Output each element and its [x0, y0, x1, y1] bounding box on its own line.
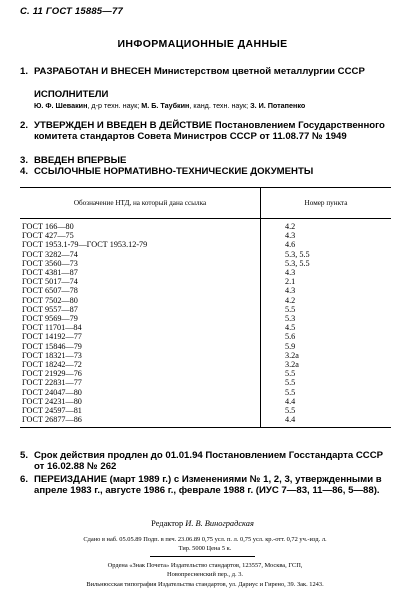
cell-document: ГОСТ 166—80 [20, 219, 261, 232]
table-row [20, 397, 391, 406]
cell-clause: 5.5 [285, 406, 296, 416]
cell-document: ГОСТ 26877—86 [20, 415, 261, 428]
section-text: УТВЕРЖДЕН И ВВЕДЕН В ДЕЙСТВИЕ Постановлением Государственного комитета стандартов Совета Министров СССР от 11.08.77 № 1949 [34, 120, 385, 142]
section-1 [20, 66, 392, 77]
table-row [20, 314, 391, 323]
table-row [20, 250, 391, 259]
cell-clause: 5.5 [285, 378, 296, 388]
table-row [20, 277, 391, 286]
section-number: 3. [20, 155, 29, 166]
table-row [20, 231, 391, 240]
editor-line [0, 519, 405, 528]
table-row [20, 305, 391, 314]
table-row [20, 296, 391, 305]
table-row [20, 323, 391, 332]
cell-document: ГОСТ 24047—80 [20, 388, 261, 397]
table-row [20, 351, 391, 360]
section-number: 5. [20, 450, 29, 461]
page-title: ИНФОРМАЦИОННЫЕ ДАННЫЕ [117, 38, 288, 50]
section-4 [20, 166, 392, 177]
cell-document: ГОСТ 427—75 [20, 231, 261, 240]
cell-document: ГОСТ 14192—77 [20, 332, 261, 341]
cell-clause: 4.6 [285, 240, 296, 250]
cell-clause: 5.3 [285, 314, 296, 324]
cell-clause: 4.3 [285, 286, 296, 296]
table-row [20, 240, 391, 249]
author-degree: , д-р техн. наук; [87, 101, 142, 110]
cell-clause: 4.2 [285, 295, 296, 305]
table-row [20, 369, 391, 378]
reference-table [20, 187, 391, 428]
section-text: ССЫЛОЧНЫЕ НОРМАТИВНО-ТЕХНИЧЕСКИЕ ДОКУМЕНТЫ [34, 166, 314, 177]
cell-document: ГОСТ 3560—73 [20, 259, 261, 268]
author-name: Ю. Ф. Шевакин [34, 101, 88, 110]
editor-name: И. В. Виноградская [185, 519, 254, 528]
cell-document: ГОСТ 6507—78 [20, 286, 261, 295]
table-row [20, 342, 391, 351]
cell-clause: 2.1 [285, 277, 296, 287]
table-row [20, 360, 391, 369]
table-row [20, 259, 391, 268]
table-header-row [20, 188, 391, 219]
column-header-document: Обозначение НТД, на который дана ссылка [20, 188, 261, 219]
cell-document: ГОСТ 24231—80 [20, 397, 261, 406]
section-number: 1. [20, 66, 29, 77]
table-row [20, 286, 391, 295]
table-row [20, 388, 391, 397]
section-number: 2. [20, 120, 29, 131]
column-header-clause: Номер пункта [261, 188, 392, 219]
table-row [20, 332, 391, 341]
cell-document: ГОСТ 18242—72 [20, 360, 261, 369]
cell-clause: 5.9 [285, 341, 296, 351]
cell-clause: 5.5 [285, 387, 296, 397]
cell-clause: 4.4 [261, 415, 392, 428]
cell-document: ГОСТ 15846—79 [20, 342, 261, 351]
section-number: 6. [20, 474, 29, 485]
cell-document: ГОСТ 9557—87 [20, 305, 261, 314]
table-row [20, 219, 391, 232]
table-row [20, 406, 391, 415]
executors-heading: ИСПОЛНИТЕЛИ [34, 89, 109, 100]
table-row [20, 268, 391, 277]
cell-document: ГОСТ 3282—74 [20, 250, 261, 259]
cell-document: ГОСТ 24597—81 [20, 406, 261, 415]
cell-document: ГОСТ 5017—74 [20, 277, 261, 286]
cell-document: ГОСТ 4381—87 [20, 268, 261, 277]
editor-label: Редактор [151, 519, 184, 528]
cell-clause: 3.2a [285, 360, 299, 370]
cell-document: ГОСТ 1953.1-79—ГОСТ 1953.12-79 [20, 240, 261, 249]
cell-document: ГОСТ 9569—79 [20, 314, 261, 323]
author-name: М. Б. Таубкин [141, 101, 190, 110]
cell-clause: 4.3 [285, 231, 296, 241]
cell-clause: 5.5 [285, 369, 296, 379]
cell-document: ГОСТ 22831—77 [20, 378, 261, 387]
imprint-line: Сдано в наб. 05.05.89 Подп. в печ. 23.06.89 0,75 усл. п. л. 0,75 усл. кр.-отт. 0,72 уч.-изд. л. [83, 536, 327, 543]
section-text: РАЗРАБОТАН И ВНЕСЕН Министерством цветной металлургии СССР [34, 66, 365, 77]
table-row [20, 415, 391, 428]
section-text: ПЕРЕИЗДАНИЕ (март 1989 г.) с Изменениями № 1, 2, 3, утвержденными в апреле 1983 г., августе 1986 г., феврале 1988 г. (ИУС 7—83, 11—86, 5—88). [34, 474, 382, 496]
imprint-line: Тир. 5000 Цена 5 к. [178, 545, 232, 552]
cell-clause: 4.5 [285, 323, 296, 333]
section-3 [20, 155, 392, 166]
author-name: З. И. Потапенко [250, 101, 306, 110]
section-text: Срок действия продлен до 01.01.94 Постановлением Госстандарта СССР от 16.02.88 № 262 [34, 450, 384, 472]
cell-clause: 3.2a [285, 350, 299, 360]
cell-clause: 4.4 [285, 396, 296, 406]
imprint-line: Вильнюсская типография Издательства стандартов, ул. Дариус и Гирено, 39. Зак. 1243. [86, 581, 324, 588]
section-5 [20, 450, 392, 472]
cell-document: ГОСТ 11701—84 [20, 323, 261, 332]
cell-clause: 5.3, 5.5 [285, 258, 310, 268]
table-row [20, 378, 391, 387]
author-degree: , канд. техн. наук; [189, 101, 251, 110]
section-6 [20, 474, 392, 496]
section-2 [20, 120, 392, 142]
cell-clause: 4.3 [285, 268, 296, 278]
section-number: 4. [20, 166, 29, 177]
page-header: С. 11 ГОСТ 15885—77 [20, 6, 123, 17]
cell-document: ГОСТ 7502—80 [20, 296, 261, 305]
cell-clause: 5.3, 5.5 [285, 249, 310, 259]
cell-document: ГОСТ 18321—73 [20, 351, 261, 360]
table-body [20, 219, 391, 428]
cell-document: ГОСТ 21929—76 [20, 369, 261, 378]
divider [150, 556, 255, 557]
section-text: ВВЕДЕН ВПЕРВЫЕ [34, 155, 127, 166]
cell-clause: 4.2 [285, 222, 296, 231]
executors-list [34, 101, 394, 111]
cell-clause: 5.6 [285, 332, 296, 342]
imprint-line: Новопресненский пер., д. 3. [167, 571, 243, 578]
imprint-line: Ордена «Знак Почета» Издательство стандартов, 123557, Москва, ГСП, [107, 562, 303, 569]
cell-clause: 5.5 [285, 304, 296, 314]
